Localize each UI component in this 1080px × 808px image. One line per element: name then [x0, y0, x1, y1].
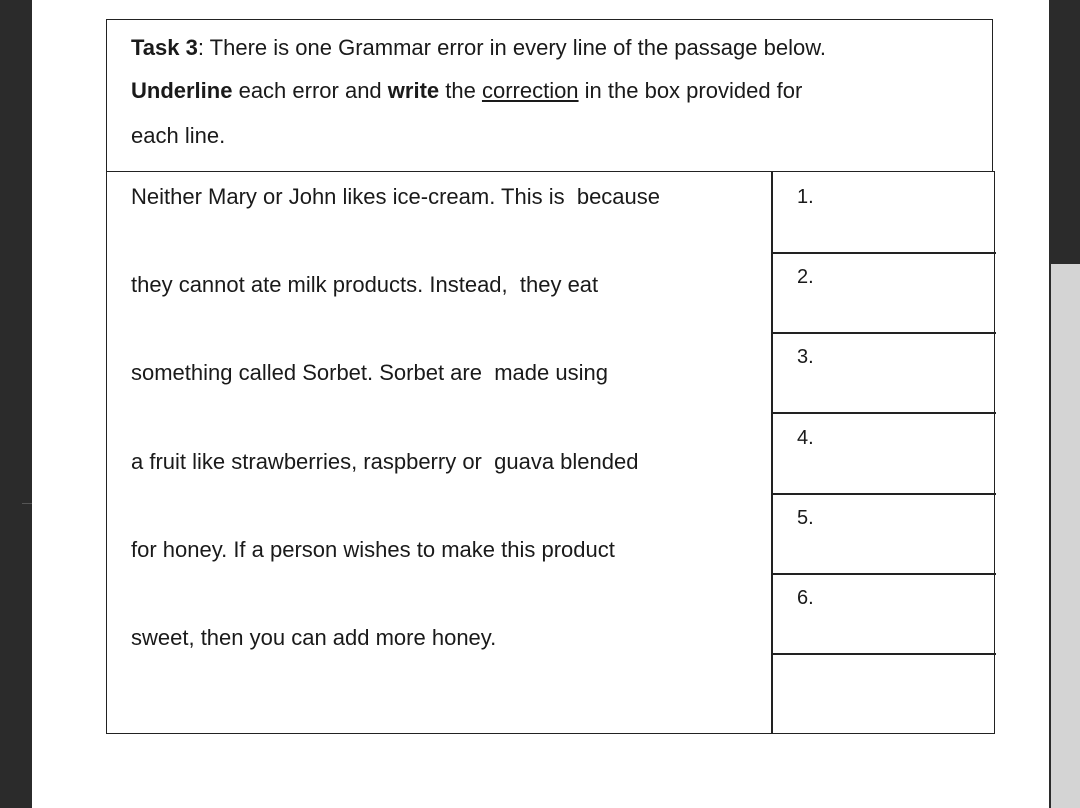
passage-line-2: they cannot ate milk products. Instead, they eat [131, 272, 599, 297]
row-divider [771, 653, 996, 655]
passage-line-4: a fruit like strawberries, raspberry or guava blended [131, 449, 639, 474]
answer-box-number-5: 5. [797, 507, 814, 529]
answer-box-number-6: 6. [797, 587, 814, 609]
scrollbar-thumb[interactable] [1051, 264, 1080, 808]
passage-line-6: sweet, then you can add more honey. [131, 625, 497, 650]
task-instruction-line-2: Underline each error and write the correction in the box provided for [131, 78, 803, 103]
row-divider [771, 252, 996, 254]
answer-box-number-1: 1. [797, 186, 814, 208]
task-instruction-line-3: each line. [131, 123, 226, 148]
write-keyword: write [387, 78, 440, 103]
passage-line-5: for honey. If a person wishes to make this product [131, 537, 615, 562]
answer-box-number-2: 2. [797, 266, 814, 288]
task-label: Task 3 [131, 35, 198, 60]
task-instruction-line-1: Task 3: There is one Grammar error in every line of the passage below. [131, 35, 826, 60]
row-divider [771, 332, 996, 334]
row-divider [771, 573, 996, 575]
task-instructions-box [106, 19, 993, 171]
left-margin [0, 0, 32, 808]
left-tick-mark [22, 503, 32, 504]
passage-line-1: Neither Mary or John likes ice-cream. This is because [131, 184, 661, 209]
row-divider [771, 493, 996, 495]
passage-answer-table [106, 171, 995, 734]
row-divider [771, 412, 996, 414]
correction-keyword: correction [481, 78, 579, 103]
underline-keyword: Underline [131, 78, 233, 103]
answer-box-number-4: 4. [797, 427, 814, 449]
column-divider [771, 172, 773, 733]
passage-line-3: something called Sorbet. Sorbet are made using [131, 360, 608, 385]
answer-box-number-3: 3. [797, 346, 814, 368]
